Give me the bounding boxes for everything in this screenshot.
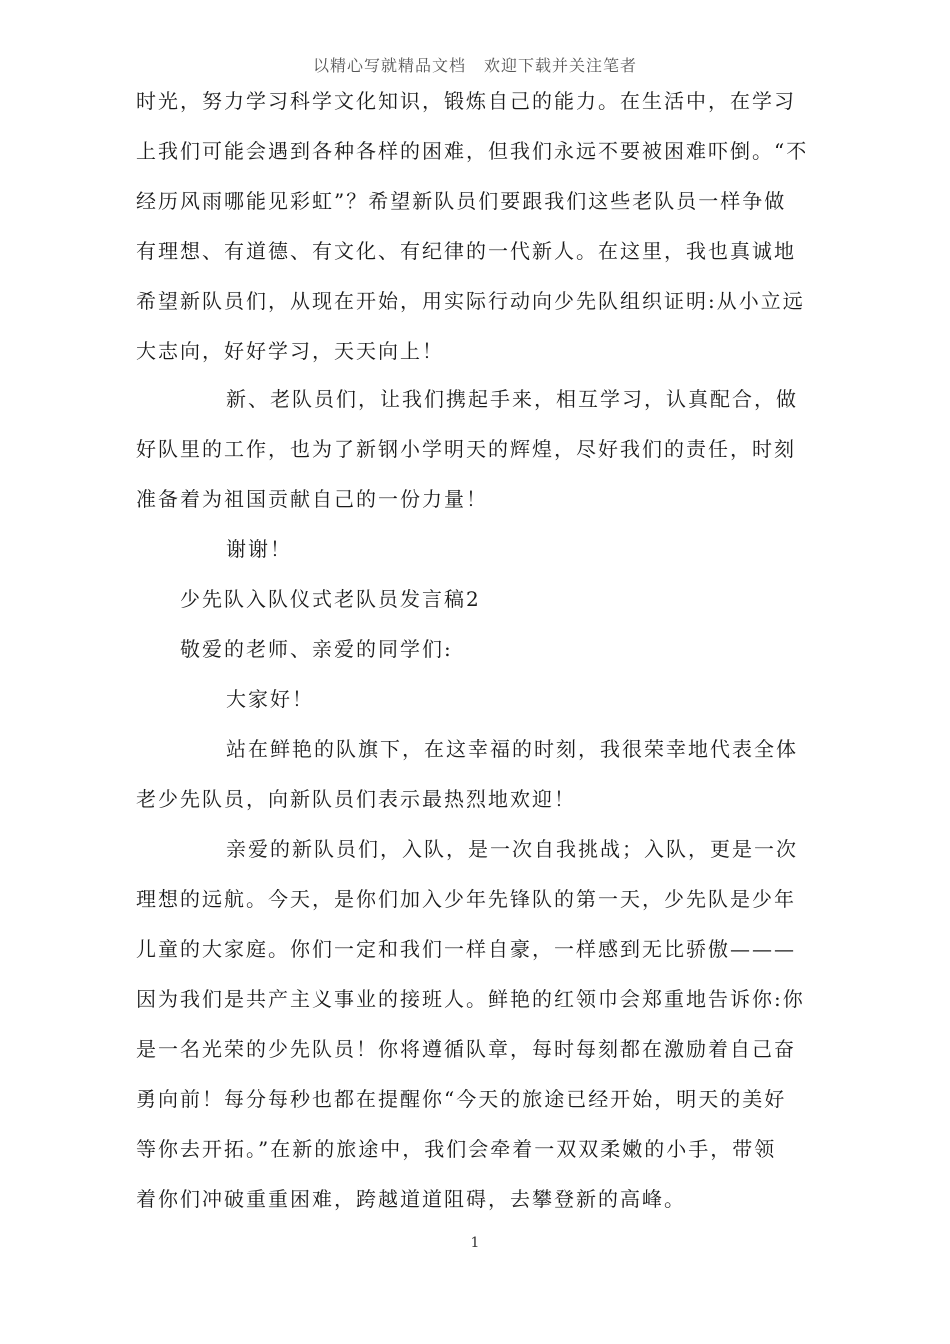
text-line: 希望新队员们，从现在开始，用实际行动向少先队组织证明:从小立远	[136, 289, 805, 313]
text-line: 有理想、有道德、有文化、有纪律的一代新人。在这里，我也真诚地	[136, 239, 796, 263]
text-line: 时光，努力学习科学文化知识，锻炼自己的能力。在生活中，在学习	[136, 89, 796, 113]
header-left-text: 以精心写就精品文档	[312, 56, 466, 75]
text-line: 等你去开拓。”在新的旅途中，我们会牵着一双双柔嫩的小手，带领	[136, 1137, 777, 1161]
thanks-line: 谢谢！	[226, 537, 292, 561]
paragraph-start-line: 亲爱的新队员们，入队，是一次自我挑战；入队，更是一次	[226, 837, 798, 861]
text-line: 准备着为祖国贡献自己的一份力量！	[136, 487, 488, 511]
text-line: 是一名光荣的少先队员！你将遵循队章，每时每刻都在激励着自己奋	[136, 1037, 796, 1061]
text-line: 上我们可能会遇到各种各样的困难，但我们永远不要被困难吓倒。“不	[136, 139, 809, 163]
text-line: 大志向，好好学习，天天向上！	[136, 339, 444, 363]
page-header	[0, 54, 950, 78]
text-line: 着你们冲破重重困难，跨越道道阻碍，去攀登新的高峰。	[136, 1187, 686, 1211]
section-title: 少先队入队仪式老队员发言稿2	[180, 587, 481, 611]
salutation-line: 敬爱的老师、亲爱的同学们:	[180, 637, 453, 661]
text-line: 好队里的工作，也为了新钢小学明天的辉煌，尽好我们的责任，时刻	[136, 437, 796, 461]
text-line: 经历风雨哪能见彩虹”？希望新队员们要跟我们这些老队员一样争做	[136, 189, 787, 213]
text-line: 因为我们是共产主义事业的接班人。鲜艳的红领巾会郑重地告诉你:你	[136, 987, 805, 1011]
page-number: 1	[470, 1235, 480, 1251]
paragraph-start-line: 站在鲜艳的队旗下，在这幸福的时刻，我很荣幸地代表全体	[226, 737, 798, 761]
text-line: 儿童的大家庭。你们一定和我们一样自豪，一样感到无比骄傲———	[136, 937, 796, 961]
text-line: 理想的远航。今天，是你们加入少年先锋队的第一天，少先队是少年	[136, 887, 796, 911]
greeting-line: 大家好！	[226, 687, 314, 711]
paragraph-start-line: 新、老队员们，让我们携起手来，相互学习，认真配合，做	[226, 387, 798, 411]
text-line: 勇向前！每分每秒也都在提醒你“今天的旅途已经开始，明天的美好	[136, 1087, 787, 1111]
text-line: 老少先队员，向新队员们表示最热烈地欢迎！	[136, 787, 576, 811]
header-right-text: 欢迎下载并关注笔者	[484, 56, 638, 75]
